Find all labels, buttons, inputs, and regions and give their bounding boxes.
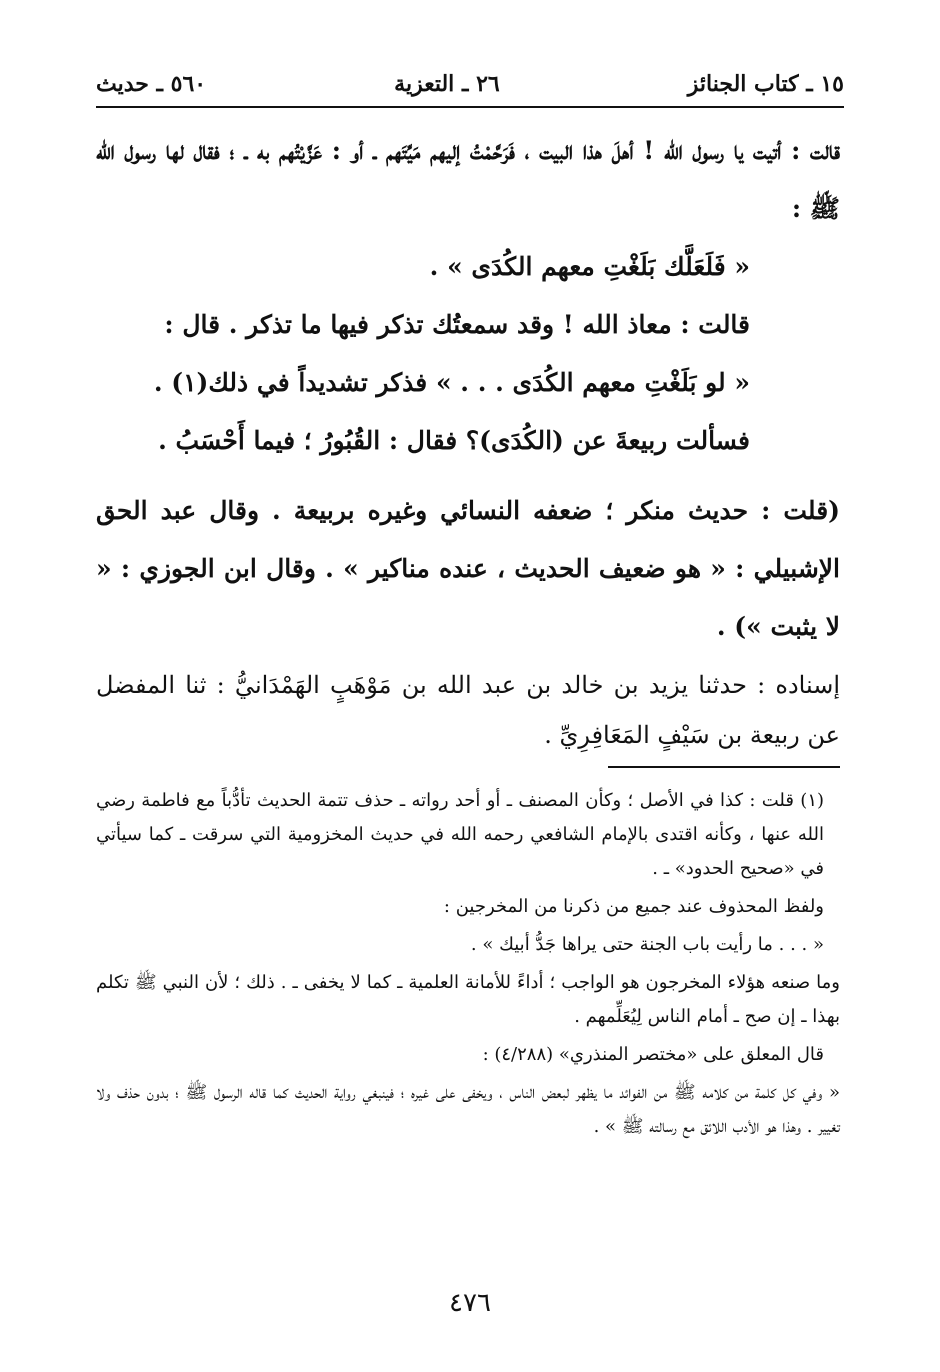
footnote-1: (١) قلت : كذا في الأصل ؛ وكأن المصنف ـ أو أحد رواته ـ حذف تتمة الحديث تأدُّباً مع فاطمة رضي الله عنها ، وكأنه اقتدى بالإمام الشافعي رحمه الله في حديث المخزومية التي سرقت ـ كما سيأتي في «صحيح الحدود» ـ . (96, 790, 825, 879)
isnad-text: إسناده : حدثنا يزيد بن خالد بن عبد الله بن مَوْهَبٍ الهَمْدَانيُّ : ثنا المفضل عن ربيعة بن سَيْفٍ المَعَافِرِيِّ . (96, 671, 841, 749)
footnote-para-2: ولفظ المحذوف عند جميع من ذكرنا من المخرجين : (443, 896, 824, 917)
hadith-line-3: قالت : معاذ الله ! وقد سمعتُك تذكر فيها ما تذكر . قال : (164, 310, 750, 339)
hadith-line-4: « لو بَلَغْتِ معهم الكُدَى . . . » فذكر تشديداً في ذلك(١) . (153, 368, 750, 397)
footnote-para-4: وما صنعه هؤلاء المخرجون هو الواجب ؛ أداءً للأمانة العلمية ـ كما لا يخفى ـ . ذلك ؛ لأن النبي ﷺ تكلم بهذا ـ إن صح ـ أمام الناس لِيُعَلِّمهم . (96, 972, 840, 1027)
page-number: ٤٧٦ (449, 1288, 491, 1318)
header-divider (96, 106, 844, 108)
running-header (96, 68, 844, 100)
hadith-line-2: « فَلَعَلَّك بَلَغْتِ معهم الكُدَى » . (429, 252, 750, 281)
hadith-text (96, 122, 840, 656)
isnad-section (96, 660, 840, 760)
footnote-divider (608, 766, 840, 768)
footnote-para-3: « . . . ما رأيت باب الجنة حتى يراها جَدُّ أبيك » . (470, 934, 824, 955)
footnote-para-5: قال المعلق على «مختصر المنذري» (٤/٢٨٨) : (482, 1044, 824, 1065)
header-hadith-number: ٥٦٠ ـ حديث (96, 71, 207, 97)
hadith-line-1: قالت : أتيت يا رسول الله ! أهلَ هذا البيت ، فَرَحَّمْتُ إليهم مَيِّتَهم ـ أو : عَزَّيْتُهم به ـ ؛ فقال لها رسول الله ﷺ : (96, 136, 840, 223)
header-section: ٢٦ ـ التعزية (394, 71, 500, 97)
footnotes (96, 784, 840, 1144)
footnote-para-6: « وفي كل كلمة من كلامه ﷺ من الفوائد ما يظهر لبعض الناس ، ويخفى على غيره ؛ فينبغي رواية الحديث كما قاله الرسول ﷺ ؛ بدون حذف ولا تغيير . وهذا هو الأدب اللائق مع رسالته ﷺ » . (96, 1082, 840, 1137)
header-chapter: ١٥ ـ كتاب الجنائز (687, 71, 844, 97)
hadith-line-5: فسألت ربيعةَ عن (الكُدَى)؟ فقال : القُبُورُ ؛ فيما أَحْسَبُ . (158, 426, 750, 455)
grading-note: (قلت : حديث منكر ؛ ضعفه النسائي وغيره بربيعة . وقال عبد الحق الإشبيلي : « هو ضعيف الحديث ، عنده مناكير » . وقال ابن الجوزي : « لا يثبت ») . (96, 496, 840, 641)
